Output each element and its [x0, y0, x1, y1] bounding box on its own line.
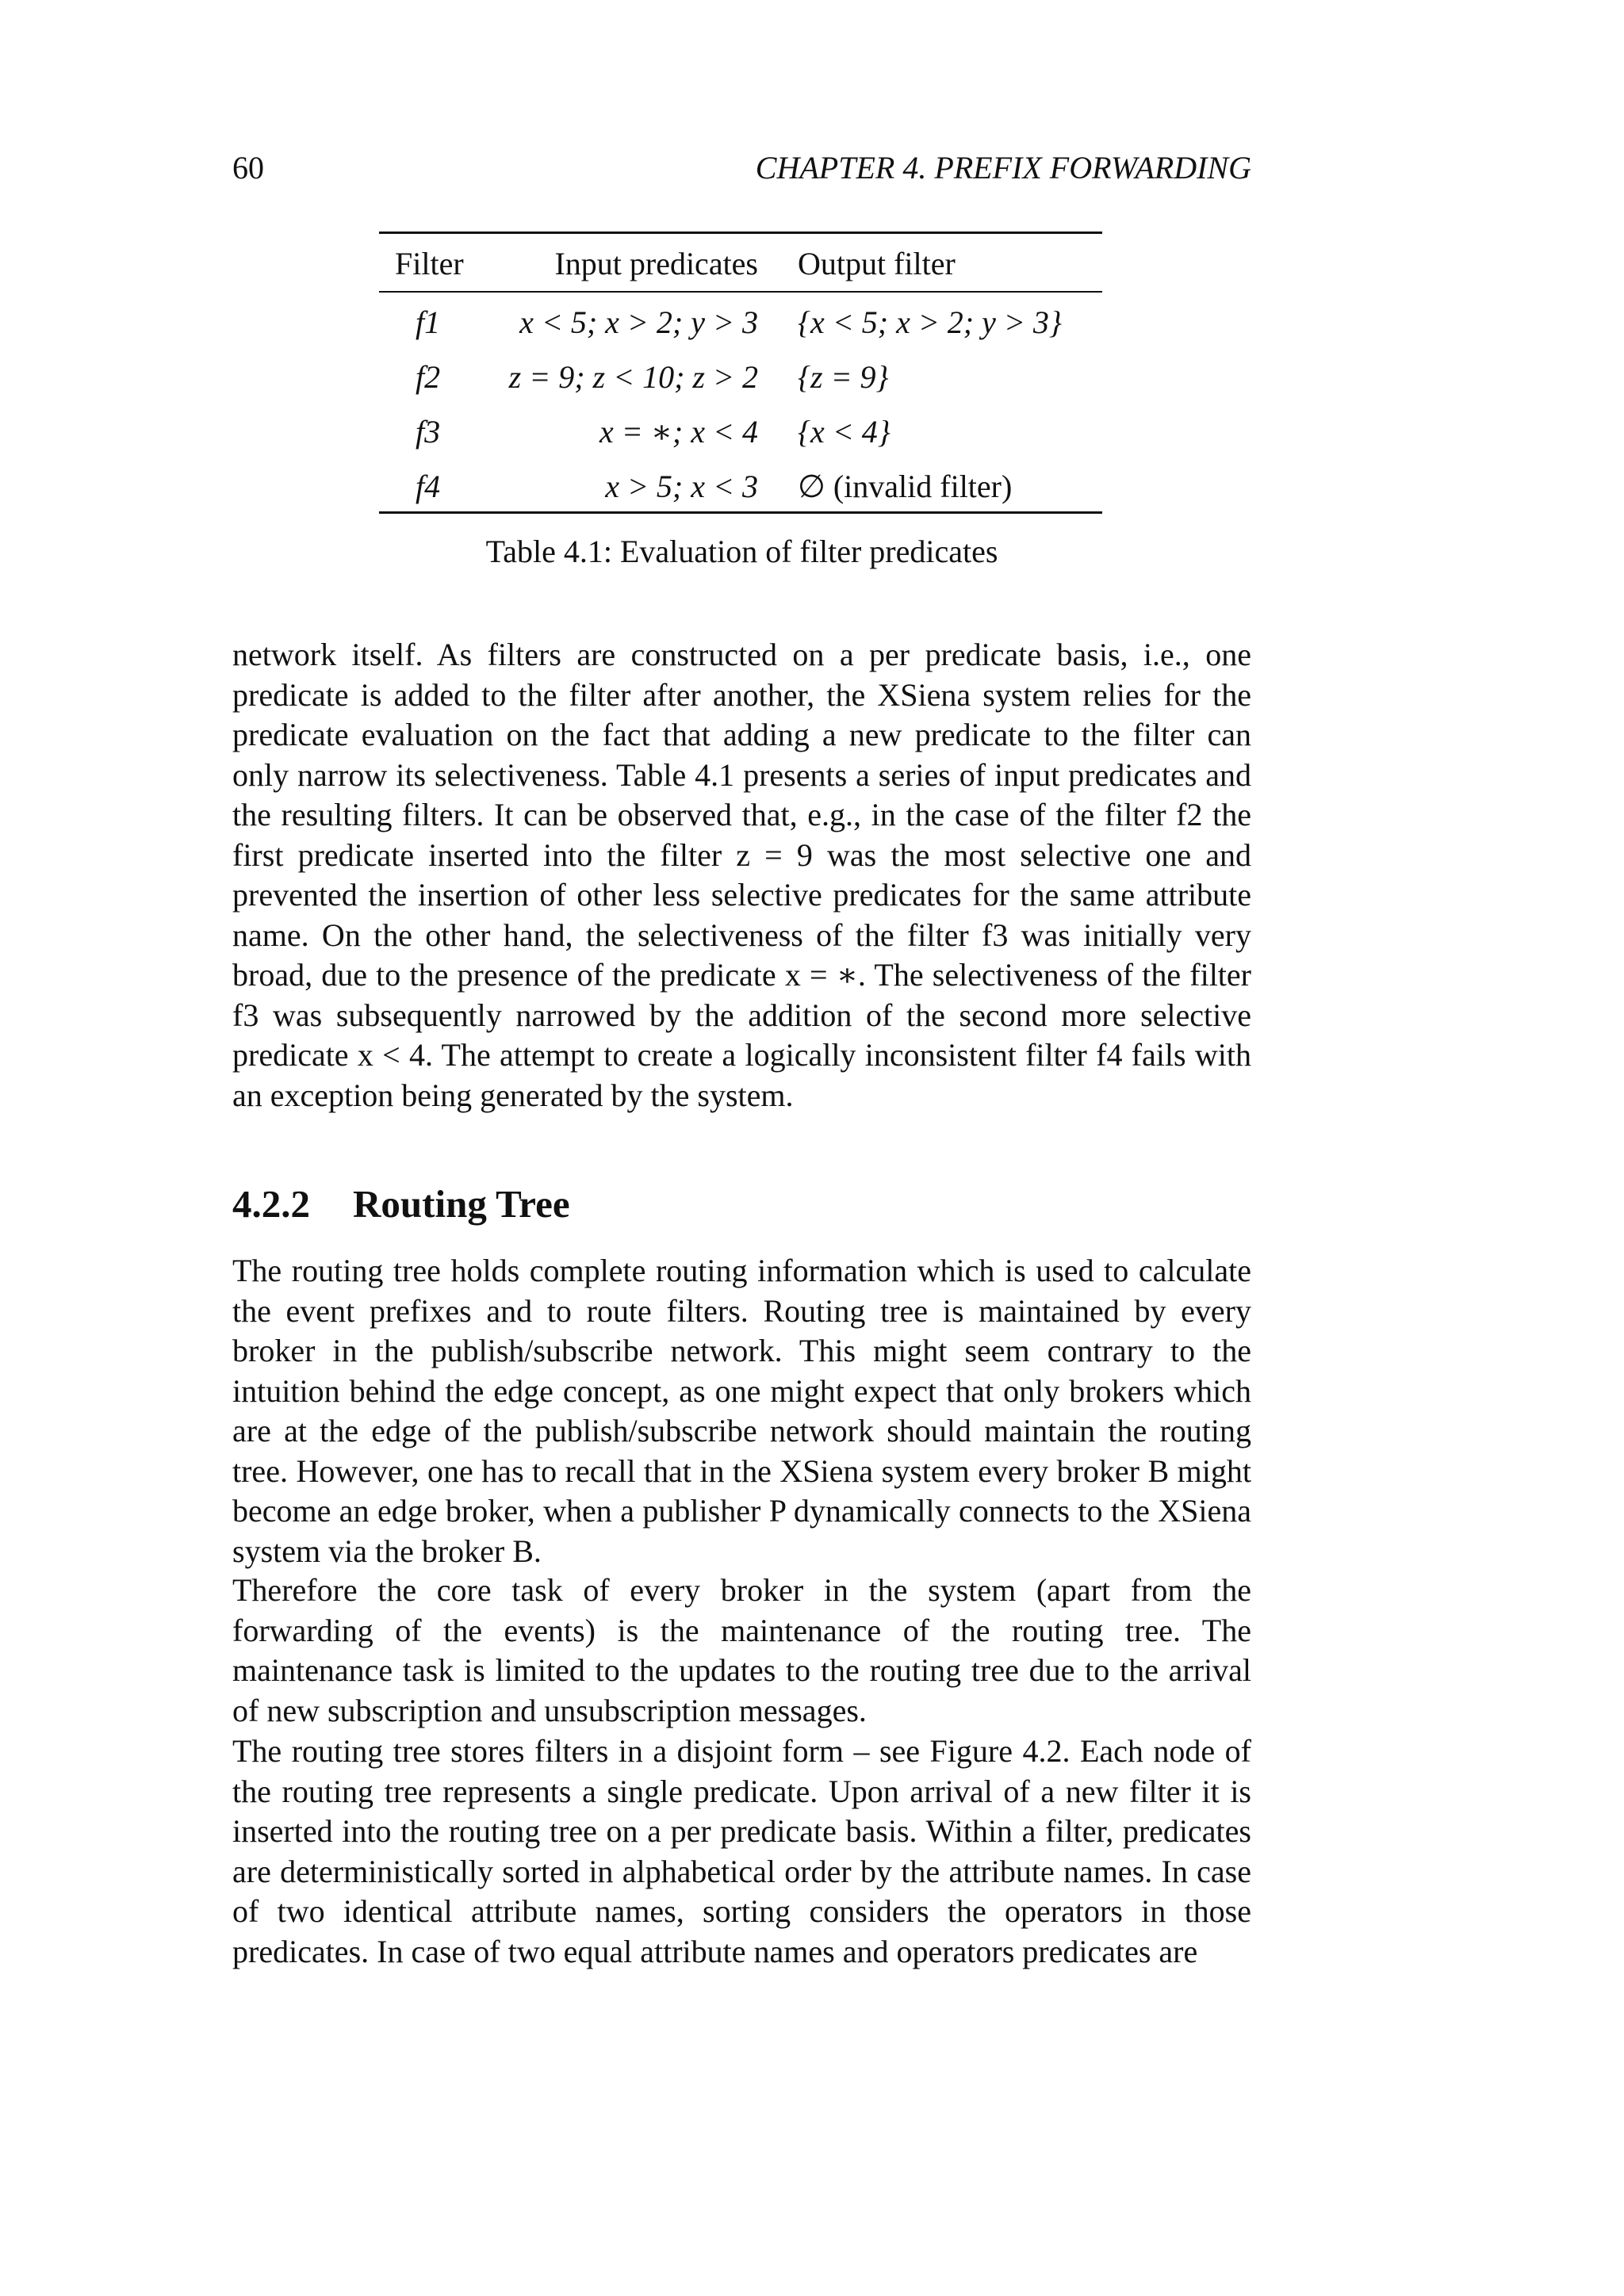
- column-header-filter: Filter: [395, 246, 464, 281]
- output-cell: {x < 5; x > 2; y > 3}: [798, 304, 1062, 340]
- output-cell: {x < 4}: [798, 414, 891, 450]
- filter-cell: f4: [416, 469, 441, 504]
- chapter-title: CHAPTER 4. PREFIX FORWARDING: [755, 150, 1251, 186]
- section-title: Routing Tree: [353, 1182, 570, 1226]
- output-cell: {z = 9}: [798, 359, 889, 395]
- filter-cell: f1: [416, 304, 441, 340]
- page-header: [232, 149, 1251, 189]
- column-header-input: Input predicates: [554, 246, 758, 281]
- filter-cell: f3: [416, 414, 441, 450]
- paragraph-routing-tree: The routing tree holds complete routing information which is used to calculate the event prefixes and to route filters. Routing tree is maintained by every broker in the publish/subscribe network. This might seem contrary to the intuition behind the edge concept, as one might expect that only brokers which are at the edge of the publish/subscribe network should maintain the routing tree. However, one has to recall that in the XSiena system every broker B might become an edge broker, when a publisher P dynamically connects to the XSiena system via the broker B.: [232, 1253, 1251, 1569]
- table-row: [379, 402, 1102, 457]
- table-caption: Table 4.1: Evaluation of filter predicates: [485, 534, 998, 569]
- input-cell: x > 5; x < 3: [605, 469, 758, 504]
- table-row: [379, 347, 1102, 402]
- page-number: 60: [232, 150, 264, 186]
- paragraph-disjoint-form: The routing tree stores filters in a disjoint form – see Figure 4.2. Each node of the routing tree represents a single predicate. Upon arrival of a new filter it is inserted into the routing tree on a per predicate basis. Within a filter, predicates are deterministically sorted in alphabetical order by the attribute names. In case of two identical attribute names, sorting considers the operators in those predicates. In case of two equal attribute names and operators predicates are: [232, 1733, 1251, 1969]
- paragraph-filters: network itself. As filters are constructed on a per predicate basis, i.e., one predicate is added to the filter after another, the XSiena system relies for the predicate evaluation on the fact that adding a new predicate to the filter can only narrow its selectiveness. Table 4.1 presents a series of input predicates and the resulting filters. It can be observed that, e.g., in the case of the filter f2 the first predicate inserted into the filter z = 9 was the most selective one and prevented the insertion of other less selective predicates for the same attribute name. On the other hand, the selectiveness of the filter f3 was initially very broad, due to the presence of the predicate x = ∗. The selectiveness of the filter f3 was subsequently narrowed by the addition of the second more selective predicate x < 4. The attempt to create a logically inconsistent filter f4 fails with an exception being generated by the system.: [232, 637, 1251, 1113]
- input-cell: x < 5; x > 2; y > 3: [519, 304, 758, 340]
- input-cell: z = 9; z < 10; z > 2: [508, 359, 758, 395]
- input-cell: x = ∗; x < 4: [599, 414, 758, 450]
- table-row: [379, 457, 1102, 511]
- section-heading: [232, 1181, 570, 1226]
- section-number: 4.2.2: [232, 1182, 310, 1226]
- table-header-row: [379, 234, 1102, 293]
- predicate-table: [379, 232, 1102, 514]
- table-row: [379, 293, 1102, 347]
- column-header-output: Output filter: [798, 246, 956, 281]
- output-cell: ∅ (invalid filter): [798, 469, 1013, 504]
- filter-cell: f2: [416, 359, 441, 395]
- paragraph-core-task: Therefore the core task of every broker in the system (apart from the forwarding of the events) is the maintenance of the routing tree. The maintenance task is limited to the updates to the routing tree due to the arrival of new subscription and unsubscription messages.: [232, 1572, 1251, 1728]
